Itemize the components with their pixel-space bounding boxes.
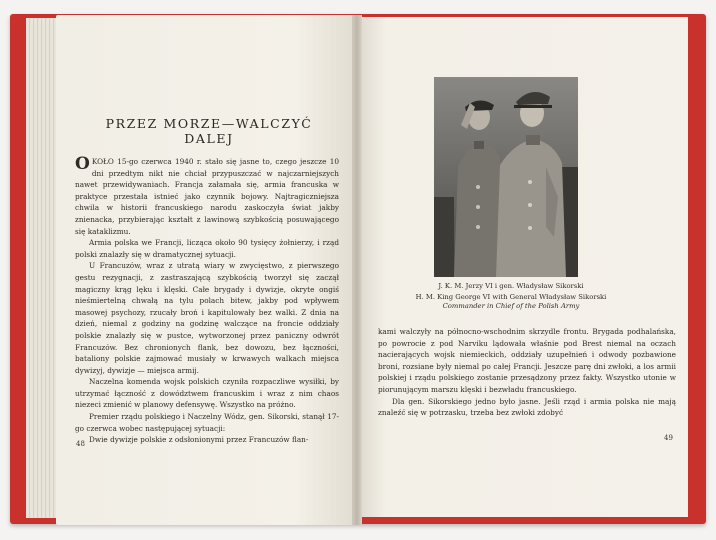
paragraph: U Francuzów, wraz z utratą wiary w zwycięstwo, z pierwszego gestu rezygnacji, z zastraszającą szybkością tworzył się zaczął magiczny krąg lęku i klęski. Całe brygady i dywizje, okryte ongiś nieśmiertelną chwałą na tylu polach bitew, jakby pod wpływem masowej psychozy, rzucały broń i kapitulowały bez walki. Z dnia na dzień, niemal z godziny na godzinę walczące na froncie oddziały polskie znalazły się w pustce, wytworzonej przez paniczny odwrót Francuzów. Bez chronionych flank, bez dowozu, bez łączności, bataliony polskie zajmować musiały w krwawych walkach miejsca dywizyj, dywizje — miejsca armij. <box>75 261 339 375</box>
caption-polish: J. K. M. Jerzy VI i gen. Władysław Sikorski <box>438 282 584 290</box>
caption-english: H. M. King George VI with General Władysław Sikorski <box>415 293 607 301</box>
paragraph: Dla gen. Sikorskiego jedno było jasne. Jeśli rząd i armia polska nie mają znaleźć się w potrzasku, trzeba bez zwłoki zdobyć <box>378 396 676 418</box>
paragraph: Naczelna komenda wojsk polskich czyniła rozpaczliwe wysiłki, by utrzymać łączność z dowództwem francuskim i wraz z nim chaos niezeci zmienić w planowy defensywę. Wszystko na próżno. <box>75 377 339 410</box>
page-number-left: 48 <box>76 440 85 448</box>
right-page-text <box>378 326 676 419</box>
paragraph: Dwie dywizje polskie z odsłonionymi przez Francuzów flan- <box>89 435 309 445</box>
caption-english-italic: Commander in Chief of the Polish Army <box>442 302 580 310</box>
photo-illustration <box>434 77 578 277</box>
first-word: KOŁO <box>91 157 114 166</box>
chapter-title: PRZEZ MORZE—WALCZYĆ DALEJ <box>105 116 313 146</box>
left-page-text <box>75 156 339 446</box>
paragraph: Premier rządu polskiego i Naczelny Wódz, gen. Sikorski, stanął 17-go czerwca wobec następującej sytuacji: <box>75 412 339 433</box>
paragraph-text: 15-go czerwca 1940 r. stało się jasne to, czego jeszcze 10 dni przedtym nikt nie chciał przypuszczać w najczarniejszych nawet przewidywaniach. Francja załamała się, armia francuska w praktyce przestała istnieć jako czynnik bojowy. Najtragiczniejsza chwila w historii francuskiego narodu zaskoczyła świat jakby znienacka, przybierając kształt z lawinową szybkością posuwającego się kataklizmu. <box>75 157 339 236</box>
paragraph: Armia polska we Francji, licząca około 90 tysięcy żołnierzy, i rząd polski znalazły się w dramatycznej sytuacji. <box>75 238 339 259</box>
paragraph <box>75 156 339 237</box>
page-number-right: 49 <box>664 434 673 442</box>
paragraph: kami walczyły na północno-wschodnim skrzydle frontu. Brygada podhalańska, po powrocie z pod Narviku lądowała właśnie pod Brest niemal na oczach nacierających wojsk niemieckich, oddziały uzupełnień i odwody pozbawione broni, rozsiane były niemal po całej Francji. Jeszcze parę dni zwłoki, a los armii polskiej i rządu polskiego zostanie przesądzony przez fakty. Wszystko utonie w piorunującym marszu klęski i bezwładu francuskiego. <box>378 327 676 394</box>
drop-cap: O <box>75 154 90 174</box>
historical-photograph <box>434 77 578 277</box>
book-gutter <box>352 15 362 525</box>
